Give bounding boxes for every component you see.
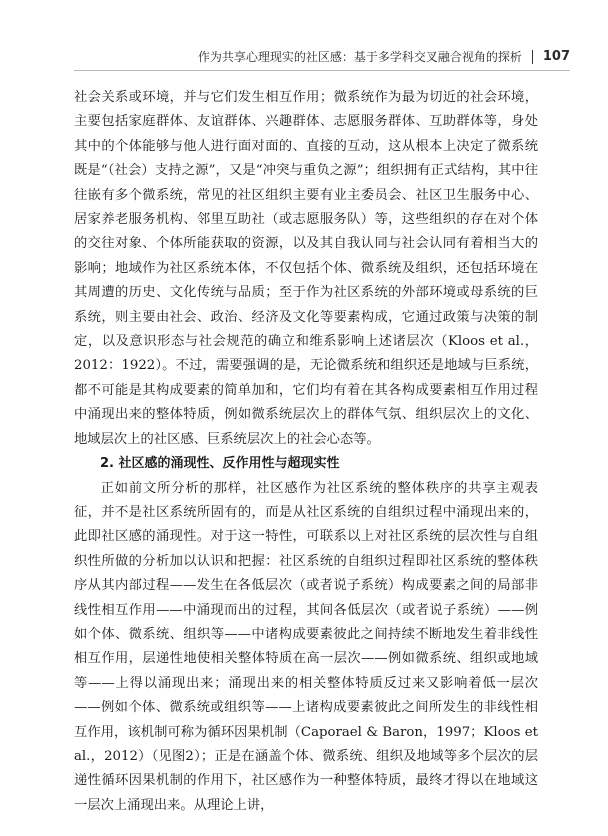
page-number: 107 — [542, 49, 570, 64]
paragraph-continuation: 社会关系或环境，并与它们发生相互作用；微系统作为最为切近的社会环境，主要包括家庭群体、友谊群体、兴趣群体、志愿服务群体、互助群体等，身处其中的个体能够与他人进行面对面的、直接的互动，这从根本上决定了微系统既是“（社会）支持之源”，又是“冲突与重负之源”；组织拥有正式结构，其中往往嵌有多个微系统，常见的社区组织主要有业主委员会、社区卫生服务中心、居家养老服务机构、邻里互助社（或志愿服务队）等，这些组织的存在对个体的交往对象、个体所能获取的资源，以及其自我认同与社会认同有着相当大的影响；地域作为社区系统本体，不仅包括个体、微系统及组织，还包括环境在其周遭的历史、文化传统与品质；至于作为社区系统的外部环境或母系统的巨系统，则主要由社会、政治、经济及文化等要素构成，它通过政策与决策的制定，以及意识形态与社会规范的确立和维系影响上述诸层次（Kloos et al.，2012：1922）。不过，需要强调的是，无论微系统和组织还是地域与巨系统，都不可能是其构成要素的简单加和，它们均有着在其各构成要素相互作用过程中涌现出来的整体特质，例如微系统层次上的群体气氛、组织层次上的文化、地域层次上的社区感、巨系统层次上的社会心态等。 — [74, 90, 538, 447]
running-header — [198, 48, 570, 65]
body-text — [74, 86, 538, 818]
running-title: 作为共享心理现实的社区感：基于多学科交叉融合视角的探析 — [197, 50, 522, 64]
header-separator — [532, 50, 533, 64]
header-rule — [74, 70, 570, 71]
paragraph-emergence: 正如前文所分析的那样，社区感作为社区系统的整体秩序的共享主观表征，并不是社区系统所固有的，而是从社区系统的自组织过程中涌现出来的，此即社区感的涌现性。对于这一特性，可联系以上对社区系统的层次性与自组织性所做的分析加以认识和把握：社区系统的自组织过程即社区系统的整体秩序从其内部过程——发生在各低层次（或者说子系统）构成要素之间的局部非线性相互作用——中涌现而出的过程，其间各低层次（或者说子系统）——例如个体、微系统、组织等——中诸构成要素彼此之间持续不断地发生着非线性相互作用，层递性地使相关整体特质在高一层次——例如微系统、组织或地域等——上得以涌现出来；涌现出来的相关整体特质反过来又影响着低一层次——例如个体、微系统或组织等——上诸构成要素彼此之间所发生的非线性相互作用，该机制可称为循环因果机制（Caporael & Baron，1997；Kloos et al.，2012）（见图2）；正是在涵盖个体、微系统、组织及地域等多个层次的层递性循环因果机制的作用下，社区感作为一种整体特质，最终才得以在地域这一层次上涌现出来。从理论上讲， — [74, 480, 538, 813]
section-heading: 2. 社区感的涌现性、反作用性与超现实性 — [100, 456, 340, 472]
